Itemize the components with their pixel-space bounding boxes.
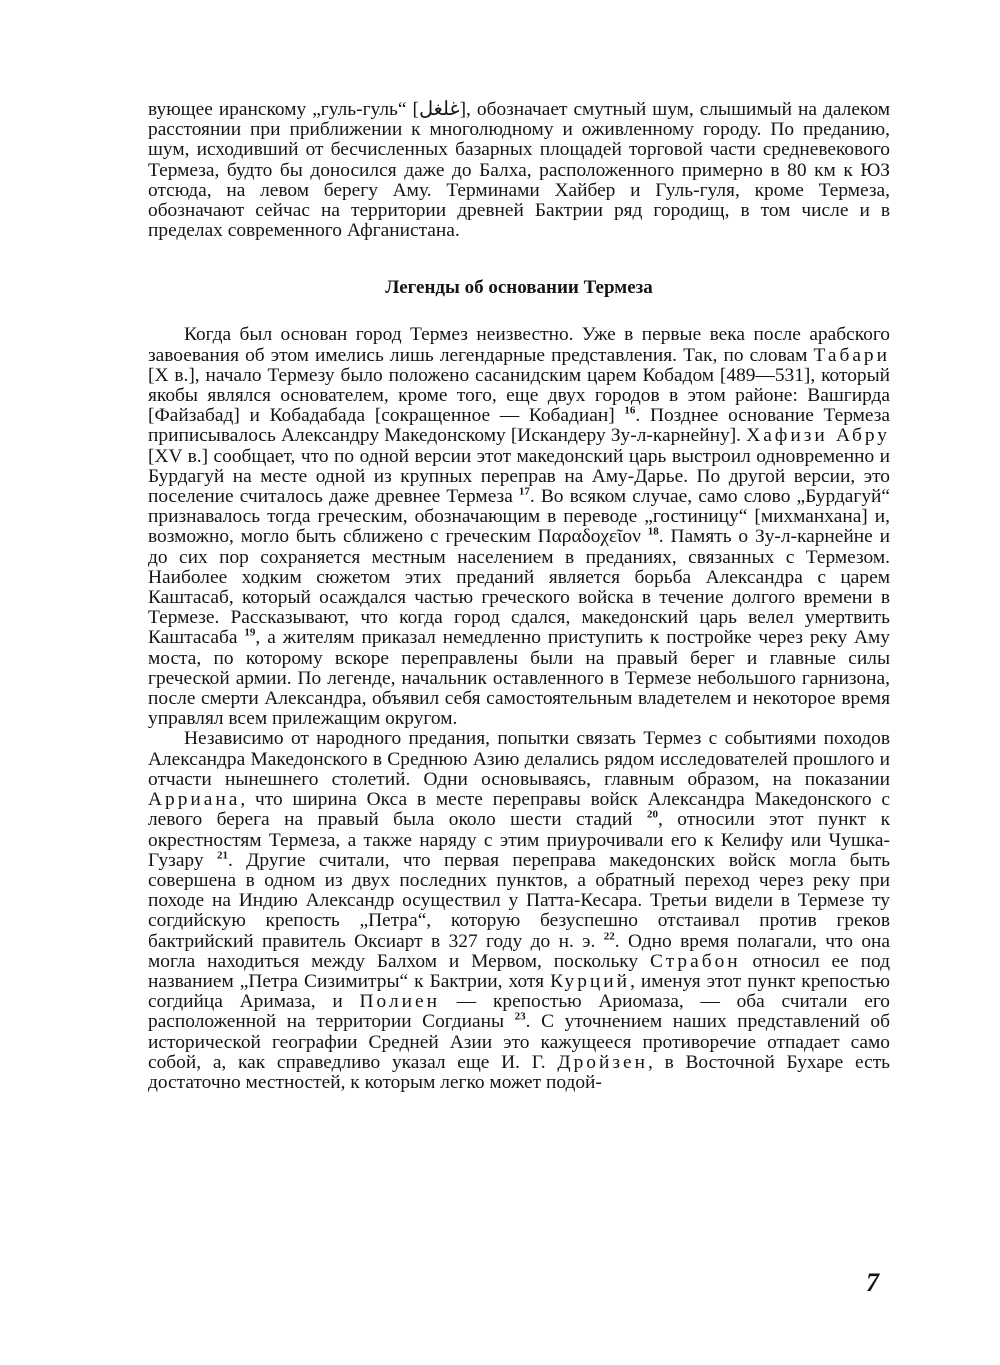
text-run: [X в.], начало Термезу было положено сасанидским царем Кобадом [489—531], который якобы являлся основателем, кроме того, еще двух городов в этом районе: Вашгирда [Файзабад] и Кобадабада [сокращенное — Кобадиан] — [148, 364, 890, 427]
author-name-tabari: Табари — [813, 344, 890, 366]
text-run: [XV в.] сообщает, что по одной версии этот македонский царь выстроил одновременно и Бурдагуй на месте одной из крупных переправ на Аму-Дарье. По другой версии, это поселение считалось даже древнее Термеза — [148, 445, 890, 508]
text-run: , в Восточной Бухаре есть достаточно местностей, к которым легко может подой- — [148, 1051, 891, 1093]
intro-paragraph: вующее иранскому „гуль-гуль“ [غلغل], обозначает смутный шум, слышимый на далеком расстоянии при приближении к многолюдному и оживленному городу. По преданию, шум, исходивший от бесчисленных базарных площадей торговой части средневекового Термеза, будто бы доносился даже до Балха, расположенного примерно в 80 км к ЮЗ отсюда, на левом берегу Аму. Терминами Хайбер и Гуль-гуля, кроме Термеза, обозначают сейчас на территории древней Бактрии ряд городищ, в том числе и в пределах современного Афганистана. — [148, 99, 890, 242]
footnote-ref-17[interactable]: 17 — [518, 485, 530, 498]
text-run: . Память о Зу-л-карнейне и до сих пор сохраняется местным населением в преданиях, связанных с Термезом. Наиболее ходким сюжетом этих преданий является борьба Александра с царем Каштасаб, который осаждался частью греческого войска в течение долгого времени в Термезе. Рассказывают, что когда город сдался, македонский царь велел умертвить Каштасаба — [148, 526, 891, 649]
text-run: . Одно время полагали, что она могла находиться между Балхом и Мервом, поскольку — [148, 930, 890, 972]
text-run: . С уточнением наших представлений об исторической географии Средней Азии это кажущееся противоречие отпадает само собой, а, как справедливо указал еще И. Г. — [148, 1011, 890, 1073]
footnote-ref-22[interactable]: 22 — [603, 930, 615, 943]
footnote-ref-19[interactable]: 19 — [244, 627, 256, 639]
text-run: относил ее под названием „Петра Сизимитры“ к Бактрии, хотя — [148, 950, 890, 992]
author-name-curtius: Курций — [550, 970, 631, 992]
text-run: Независимо от народного предания, попытки связать Термез с событиями походов Александра Македонского в Среднюю Азию делались рядом исследователей прошлого и отчасти нынешнего столетий. Одни основываясь, главным образом, на показании — [148, 728, 890, 790]
text-run: , а жителям приказал немедленно приступить к постройке через реку Аму моста, по которому вскоре переправлены были на правый берег и главные силы греческой армии. По легенде, начальник оставленного в Термезе небольшого гарнизона, после смерти Александра, объявил себя самостоятельным владетелем и некоторое время управлял всем прилежащим округом. — [148, 627, 890, 730]
text-run: , что ширина Окса в месте переправы войск Александра Македонского с левого берега на правый была около шести стадий — [148, 789, 890, 831]
author-name-droysen: Дройзен — [557, 1051, 648, 1073]
text-run: — крепостью Ариомаза, — оба считали его расположенной на территории Согдианы — [148, 991, 890, 1033]
section-heading: Легенды об основании Термеза — [385, 277, 653, 299]
page-body — [148, 100, 890, 1093]
footnote-ref-20[interactable]: 20 — [646, 808, 658, 821]
text-run: , именуя этот пункт крепостью согдийца Аримаза, и — [148, 970, 890, 1013]
footnote-ref-18[interactable]: 18 — [647, 525, 659, 538]
paragraph-foundation-legends — [148, 325, 890, 729]
text-run: . Во всяком случае, само слово „Бурдагуй“ признавалось тогда греческим, обозначающим в переводе „гостиницу“ [михманхана] и, возможно, могло быть сближено с греческим Παραδοχεῖον — [148, 486, 891, 548]
text-run: . Другие считали, что первая переправа македонских войск могла быть совершена в одном из двух последних пунктов, а обратный переход через реку при походе на Индию Александр осуществил у Патта-Кесара. Третьи видели в Термезе ту согдийскую крепость „Петра“, которую безуспешно отстаивал против греков бактрийский правитель Оксиарт в 327 году до н. э. — [148, 849, 890, 952]
author-name-polien: Полиен — [359, 991, 441, 1013]
author-name-hafiz-abru: Хафизи Абру — [746, 425, 890, 447]
text-run: . Позднее основание Термеза приписывалось Александру Македонскому [Искандеру Зу-л-карнейну]. — [148, 405, 890, 447]
author-name-arrian: Арриана — [148, 789, 241, 811]
text-run: , относили этот пункт к окрестностям Термеза, а также наряду с этим приурочивали его к Келифу или Чушка-Гузару — [148, 809, 890, 871]
text-run: Когда был основан город Термез неизвестно. Уже в первые века после арабского завоевания об этом имелись лишь легендарные представления. Так, по словам — [148, 324, 890, 366]
footnote-ref-16[interactable]: 16 — [624, 404, 636, 417]
footnote-ref-21[interactable]: 21 — [216, 849, 228, 862]
footnote-ref-23[interactable]: 23 — [514, 1010, 526, 1023]
author-name-strabo: Страбон — [650, 950, 741, 972]
page-number: 7 — [866, 1268, 879, 1297]
paragraph-alexander-campaigns — [148, 729, 890, 1093]
